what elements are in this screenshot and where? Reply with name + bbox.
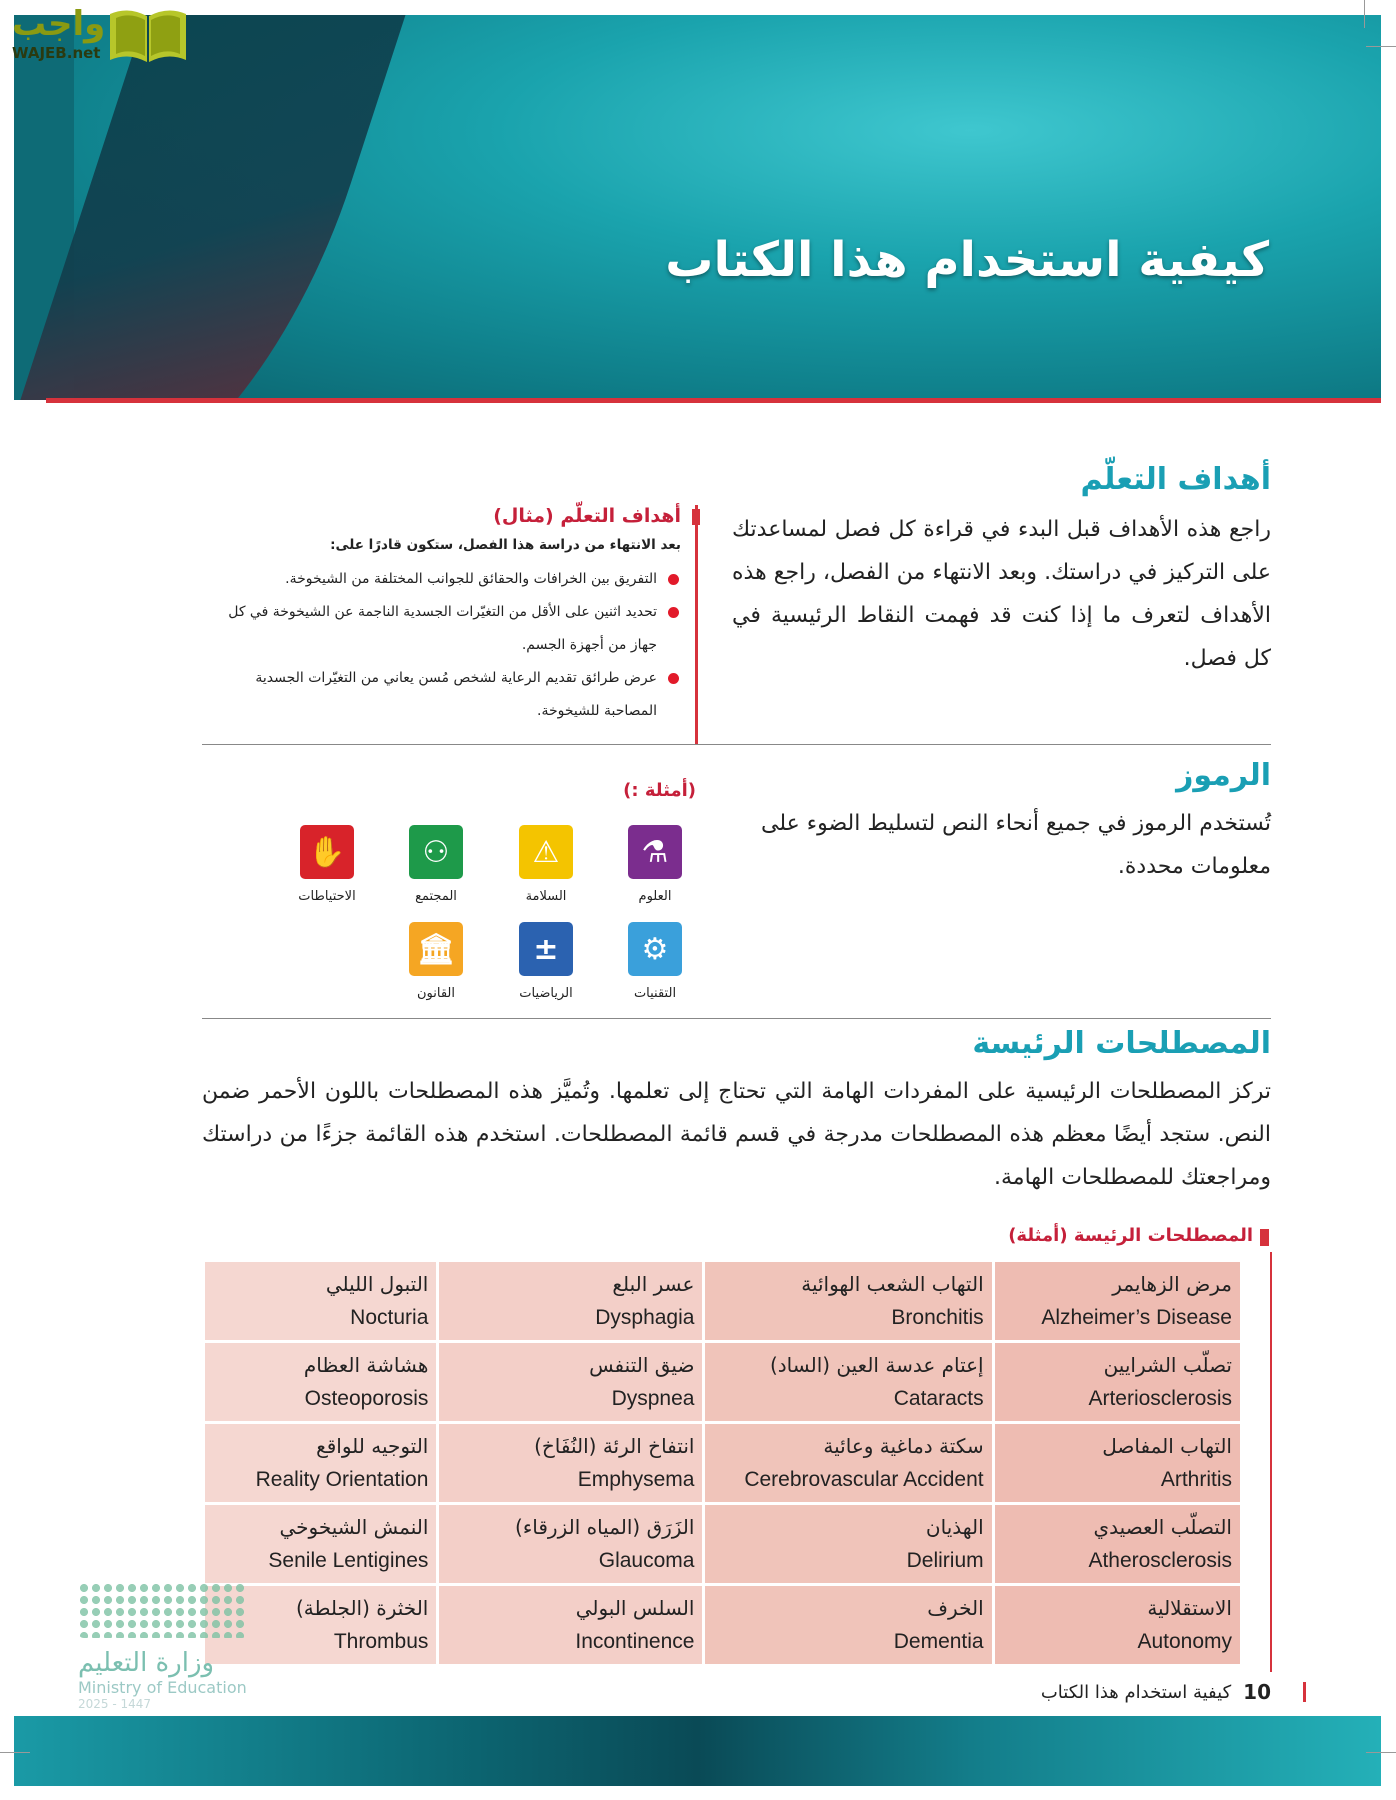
term-arabic: النمش الشيخوخي bbox=[279, 1515, 429, 1539]
term-arabic: الخرف bbox=[927, 1596, 984, 1620]
term-cell bbox=[204, 1504, 438, 1585]
term-cell bbox=[704, 1585, 993, 1666]
footer-rule bbox=[1303, 1682, 1306, 1702]
term-english: Senile Lentigines bbox=[268, 1549, 429, 1572]
term-cell bbox=[993, 1342, 1241, 1423]
safety-symbol: ⚠ السلامة bbox=[518, 825, 574, 904]
law-symbol: 🏛 القانون bbox=[408, 922, 464, 1001]
footer-banner bbox=[14, 1716, 1381, 1786]
term-arabic: انتفاخ الرئة (النُفَاخ) bbox=[534, 1434, 695, 1458]
math-icon: ± bbox=[519, 922, 573, 976]
objectives-example-box bbox=[202, 505, 698, 745]
term-english: Incontinence bbox=[575, 1630, 695, 1653]
objective-item: التفريق بين الخرافات والحقائق للجوانب المختلفة من الشيخوخة. bbox=[202, 563, 681, 596]
term-english: Dementia bbox=[893, 1630, 984, 1653]
term-english: Osteoporosis bbox=[304, 1387, 429, 1410]
objective-item: تحديد اثنين على الأقل من التغيّرات الجسدية الناجمة عن الشيخوخة في كل جهاز من أجهزة الجسم. bbox=[202, 596, 681, 662]
term-arabic: سكتة دماغية وعائية bbox=[823, 1434, 984, 1458]
precautions-symbol: ✋ الاحتياطات bbox=[299, 825, 355, 904]
section-divider bbox=[202, 744, 1271, 745]
example-box-lead: بعد الانتهاء من دراسة هذا الفصل، ستكون قادرًا على: bbox=[330, 537, 681, 553]
examples-label: (أمثلة :) bbox=[623, 780, 696, 801]
term-cell bbox=[704, 1261, 993, 1342]
term-cell bbox=[204, 1423, 438, 1504]
term-arabic: إعتام عدسة العين (الساد) bbox=[769, 1353, 984, 1377]
term-arabic: الاستقلالية bbox=[1147, 1596, 1232, 1620]
key-terms-heading: المصطلحات الرئيسة bbox=[972, 1026, 1271, 1061]
header-banner bbox=[14, 15, 1381, 400]
bullet-icon bbox=[668, 607, 679, 618]
term-cell bbox=[438, 1342, 704, 1423]
term-cell bbox=[993, 1585, 1241, 1666]
crop-mark bbox=[0, 1752, 30, 1753]
gears-icon: ⚙ bbox=[628, 922, 682, 976]
table-row bbox=[204, 1261, 1242, 1342]
section-divider bbox=[202, 1018, 1271, 1019]
term-cell bbox=[993, 1261, 1241, 1342]
hand-stop-icon: ✋ bbox=[300, 825, 354, 879]
crop-mark bbox=[1366, 46, 1396, 47]
page-footer bbox=[1041, 1680, 1306, 1704]
ministry-logo: وزارة التعليم Ministry of Education 2025 - 1447 bbox=[78, 1582, 248, 1711]
page-title: كيفية استخدام هذا الكتاب bbox=[665, 232, 1269, 288]
table-row bbox=[204, 1342, 1242, 1423]
term-arabic: الخثرة (الجلطة) bbox=[295, 1596, 429, 1620]
warning-icon: ⚠ bbox=[519, 825, 573, 879]
ministry-dots-icon bbox=[78, 1582, 248, 1638]
key-terms-table-label: المصطلحات الرئيسة (أمثلة) bbox=[1008, 1225, 1253, 1246]
running-title: كيفية استخدام هذا الكتاب bbox=[1040, 1681, 1232, 1703]
term-english: Nocturia bbox=[350, 1306, 429, 1329]
objectives-text: راجع هذه الأهداف قبل البدء في قراءة كل فصل لمساعدتك على التركيز في دراستك. وبعد الانتهاء من الفصل، راجع هذه الأهداف لتعرف ما إذا كنت قد فهمت النقاط الرئيسية في كل فصل. bbox=[732, 517, 1271, 671]
key-terms-table bbox=[202, 1259, 1243, 1667]
term-english: Thrombus bbox=[333, 1630, 429, 1653]
term-cell bbox=[993, 1423, 1241, 1504]
term-english: Arthritis bbox=[1160, 1468, 1232, 1491]
term-cell bbox=[438, 1261, 704, 1342]
term-cell bbox=[438, 1423, 704, 1504]
term-arabic: الزَرَق (المياه الزرقاء) bbox=[515, 1515, 695, 1539]
symbols-heading: الرموز bbox=[1176, 758, 1271, 793]
community-symbol: ⚇ المجتمع bbox=[408, 825, 464, 904]
term-english: Glaucoma bbox=[598, 1549, 695, 1572]
term-english: Dyspnea bbox=[611, 1387, 695, 1410]
term-arabic: السلس البولي bbox=[575, 1596, 695, 1620]
term-arabic: التصلّب العصيدي bbox=[1093, 1515, 1232, 1539]
term-cell bbox=[438, 1504, 704, 1585]
objective-item: عرض طرائق تقديم الرعاية لشخص مُسن يعاني من التغيّرات الجسدية المصاحبة للشيخوخة. bbox=[202, 662, 681, 728]
term-cell bbox=[204, 1342, 438, 1423]
crop-mark bbox=[1364, 0, 1365, 28]
term-arabic: مرض الزهايمر bbox=[1112, 1272, 1232, 1296]
bullet-icon bbox=[668, 673, 679, 684]
wajeb-logo[interactable]: واجب WAJEB.net bbox=[0, 0, 195, 86]
term-arabic: التبول الليلي bbox=[325, 1272, 429, 1296]
bullet-icon bbox=[668, 574, 679, 585]
table-row bbox=[204, 1585, 1242, 1666]
term-cell bbox=[704, 1342, 993, 1423]
term-cell bbox=[204, 1261, 438, 1342]
term-arabic: التهاب المفاصل bbox=[1102, 1434, 1232, 1458]
table-row bbox=[204, 1504, 1242, 1585]
symbols-text: تُستخدم الرموز في جميع أنحاء النص لتسليط الضوء على معلومات محددة. bbox=[761, 811, 1271, 879]
term-english: Delirium bbox=[906, 1549, 984, 1572]
term-english: Alzheimer’s Disease bbox=[1041, 1306, 1232, 1329]
example-box-heading: أهداف التعلّم (مثال) bbox=[202, 505, 681, 527]
courthouse-icon: 🏛 bbox=[409, 922, 463, 976]
term-arabic: التهاب الشعب الهوائية bbox=[801, 1272, 984, 1296]
term-english: Autonomy bbox=[1137, 1630, 1232, 1653]
term-english: Emphysema bbox=[577, 1468, 695, 1491]
table-row bbox=[204, 1423, 1242, 1504]
term-arabic: التوجيه للواقع bbox=[316, 1434, 429, 1458]
term-arabic: الهذيان bbox=[925, 1515, 984, 1539]
science-symbol: ⚗ العلوم bbox=[627, 825, 683, 904]
term-cell bbox=[993, 1504, 1241, 1585]
term-cell bbox=[704, 1504, 993, 1585]
term-cell bbox=[704, 1423, 993, 1504]
crop-mark bbox=[1366, 1752, 1396, 1753]
term-arabic: عسر البلع bbox=[612, 1272, 695, 1296]
term-english: Reality Orientation bbox=[255, 1468, 429, 1491]
header-rule bbox=[46, 398, 1381, 403]
margin-rule bbox=[1270, 1252, 1272, 1672]
term-english: Dysphagia bbox=[595, 1306, 695, 1329]
technology-symbol: ⚙ التقنيات bbox=[627, 922, 683, 1001]
term-english: Cataracts bbox=[893, 1387, 984, 1410]
community-icon: ⚇ bbox=[409, 825, 463, 879]
term-english: Cerebrovascular Accident bbox=[744, 1468, 984, 1491]
term-arabic: هشاشة العظام bbox=[303, 1353, 429, 1377]
page-number: 10 bbox=[1243, 1680, 1271, 1704]
book-icon bbox=[108, 6, 188, 64]
term-english: Bronchitis bbox=[891, 1306, 984, 1329]
term-arabic: ضيق التنفس bbox=[589, 1353, 695, 1377]
term-arabic: تصلّب الشرايين bbox=[1103, 1353, 1232, 1377]
term-english: Arteriosclerosis bbox=[1088, 1387, 1232, 1410]
term-english: Atherosclerosis bbox=[1088, 1549, 1232, 1572]
objectives-heading: أهداف التعلّم bbox=[1080, 462, 1271, 497]
term-cell bbox=[438, 1585, 704, 1666]
key-terms-text: تركز المصطلحات الرئيسية على المفردات الهامة التي تحتاج إلى تعلمها. وتُميَّز هذه المصطلحات باللون الأحمر ضمن النص. ستجد أيضًا معظم هذه المصطلحات مدرجة في قسم قائمة المصطلحات. استخدم هذه القائمة جزءًا من دراستك ومراجعتك للمصطلحات الهامة. bbox=[202, 1079, 1271, 1190]
flask-icon: ⚗ bbox=[628, 825, 682, 879]
math-symbol: ± الرياضيات bbox=[518, 922, 574, 1001]
